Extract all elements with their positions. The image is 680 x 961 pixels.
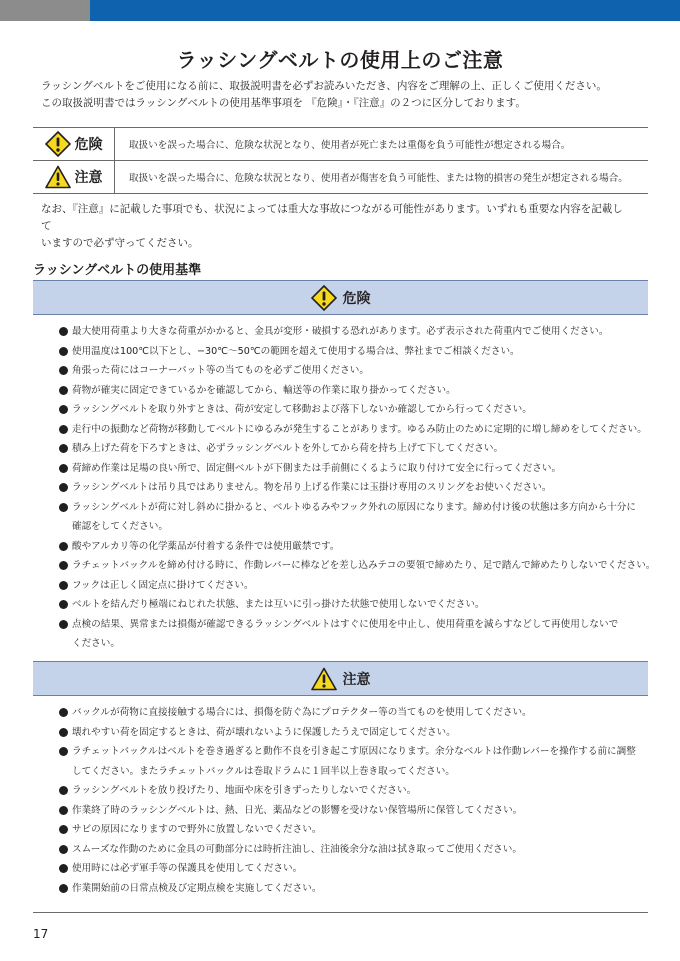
intro-line: ラッシングベルトをご使用になる前に、取扱説明書を必ずお読みいただき、内容をご理解の上、正しくご使用ください。: [41, 80, 607, 92]
page-title: ラッシングベルトの使用上のご注意: [176, 48, 504, 72]
note-paragraph: [41, 201, 631, 252]
list-item: 最大使用荷重より大きな荷重がかかると、金具が変形・破損する恐れがあります。必ず表示された荷重内でご使用ください。: [58, 322, 658, 342]
list-item: 作業開始前の日常点検及び定期点検を実施してください。: [58, 879, 658, 899]
list-item: ベルトを結んだり極端にねじれた状態、または互いに引っ掛けた状態で使用しないでください。: [58, 595, 658, 615]
warning-triangle-icon: [311, 667, 337, 691]
caution-heading-label: 注意: [342, 671, 371, 688]
definition-text: 取扱いを誤った場合に、危険な状況となり、使用者が死亡または重傷を負う可能性が想定される場合。: [129, 140, 571, 151]
danger-list: [58, 322, 658, 654]
intro-line: この取扱説明書ではラッシングベルトの使用基準事項を 『危険』・『注意』の２つに区分しております。: [41, 97, 526, 109]
list-item: ラッシングベルトを放り投げたり、地面や床を引きずったりしないでください。: [58, 781, 658, 801]
warning-triangle-icon: [45, 165, 71, 189]
warning-diamond-icon: [45, 131, 71, 157]
list-item: ラチェットバックルを締め付ける時に、作動レバーに棒などを差し込みテコの要領で締めたり、足で踏んで締めたりしないでください。: [58, 556, 658, 576]
list-item: サビの原因になりますので野外に放置しないでください。: [58, 820, 658, 840]
note-line: なお、『注意』に記載した事項でも、状況によっては重大な事故につながる可能性があります。いずれも重要な内容を記載して: [41, 203, 623, 232]
list-item: 酸やアルカリ等の化学薬品が付着する条件では使用厳禁です。: [58, 537, 658, 557]
list-item: バックルが荷物に直接接触する場合には、損傷を防ぐ為にプロテクター等の当てものを使用してください。: [58, 703, 658, 723]
page-number: 17: [33, 927, 49, 941]
list-item: スムーズな作動のために金具の可動部分には時折注油し、注油後余分な油は拭き取ってご使用ください。: [58, 840, 658, 860]
list-item: ラッシングベルトが荷に対し斜めに掛かると、ベルトゆるみやフック外れの原因になります。締め付け後の状態は多方向から十分に 確認をしてください。: [58, 498, 658, 537]
list-item: 荷締め作業は足場の良い所で、固定側ベルトが下側または手前側にくるように取り付けて安全に行ってください。: [58, 459, 658, 479]
definition-label-danger: [33, 128, 115, 160]
header-bar-gray: [0, 0, 90, 21]
list-item: フックは正しく固定点に掛けてください。: [58, 576, 658, 596]
danger-heading-band: [33, 280, 648, 315]
list-item: 角張った荷にはコーナーパット等の当てものを必ずご使用ください。: [58, 361, 658, 381]
danger-heading-label: 危険: [342, 290, 371, 307]
definition-label-text: 注意: [74, 170, 103, 186]
list-item: ラッシングベルトは吊り具ではありません。物を吊り上げる作業には玉掛け専用のスリングをお使いください。: [58, 478, 658, 498]
list-item: 点検の結果、異常または損傷が確認できるラッシングベルトはすぐに使用を中止し、使用荷重を減らすなどして再使用しないで ください。: [58, 615, 658, 654]
definition-text: 取扱いを誤った場合に、危険な状況となり、使用者が傷害を負う可能性、または物的損害の発生が想定される場合。: [129, 173, 628, 184]
definition-row-danger: [33, 128, 648, 160]
caution-list: [58, 703, 658, 898]
list-item: 積み上げた荷を下ろすときは、必ずラッシングベルトを外してから荷を持ち上げて下してください。: [58, 439, 658, 459]
list-item: 走行中の振動など荷物が移動してベルトにゆるみが発生することがあります。ゆるみ防止のために定期的に増し締めをしてください。: [58, 420, 658, 440]
list-item: ラッシングベルトを取り外すときは、荷が安定して移動および落下しないか確認してから行ってください。: [58, 400, 658, 420]
warning-diamond-icon: [311, 285, 337, 311]
header-bar-blue: [90, 0, 680, 21]
list-item: 作業終了時のラッシングベルトは、熱、日光、薬品などの影響を受けない保管場所に保管してください。: [58, 801, 658, 821]
caution-heading-band: [33, 661, 648, 696]
definition-label-caution: [33, 161, 115, 193]
definition-row-caution: [33, 160, 648, 193]
section-title: ラッシングベルトの使用基準: [33, 263, 202, 278]
list-item: 壊れやすい荷を固定するときは、荷が壊れないように保護したうえで固定してください。: [58, 723, 658, 743]
definition-label-text: 危険: [74, 137, 103, 153]
list-item: 使用温度は100℃以下とし、−30℃〜50℃の範囲を超えて使用する場合は、弊社までご相談ください。: [58, 342, 658, 362]
footer-divider: [33, 912, 648, 913]
note-line: いますので必ず守ってください。: [41, 237, 199, 249]
list-item: ラチェットバックルはベルトを巻き過ぎると動作不良を引き起こす原因になります。余分なベルトは作動レバーを操作する前に調整 してください。またラチェットバックルは巻取ドラムに１回半以上巻き取ってください。: [58, 742, 658, 781]
list-item: 使用時には必ず軍手等の保護具を使用してください。: [58, 859, 658, 879]
intro-paragraph: [41, 78, 651, 112]
hazard-definition-table: [33, 127, 648, 194]
list-item: 荷物が確実に固定できているかを確認してから、輸送等の作業に取り掛かってください。: [58, 381, 658, 401]
